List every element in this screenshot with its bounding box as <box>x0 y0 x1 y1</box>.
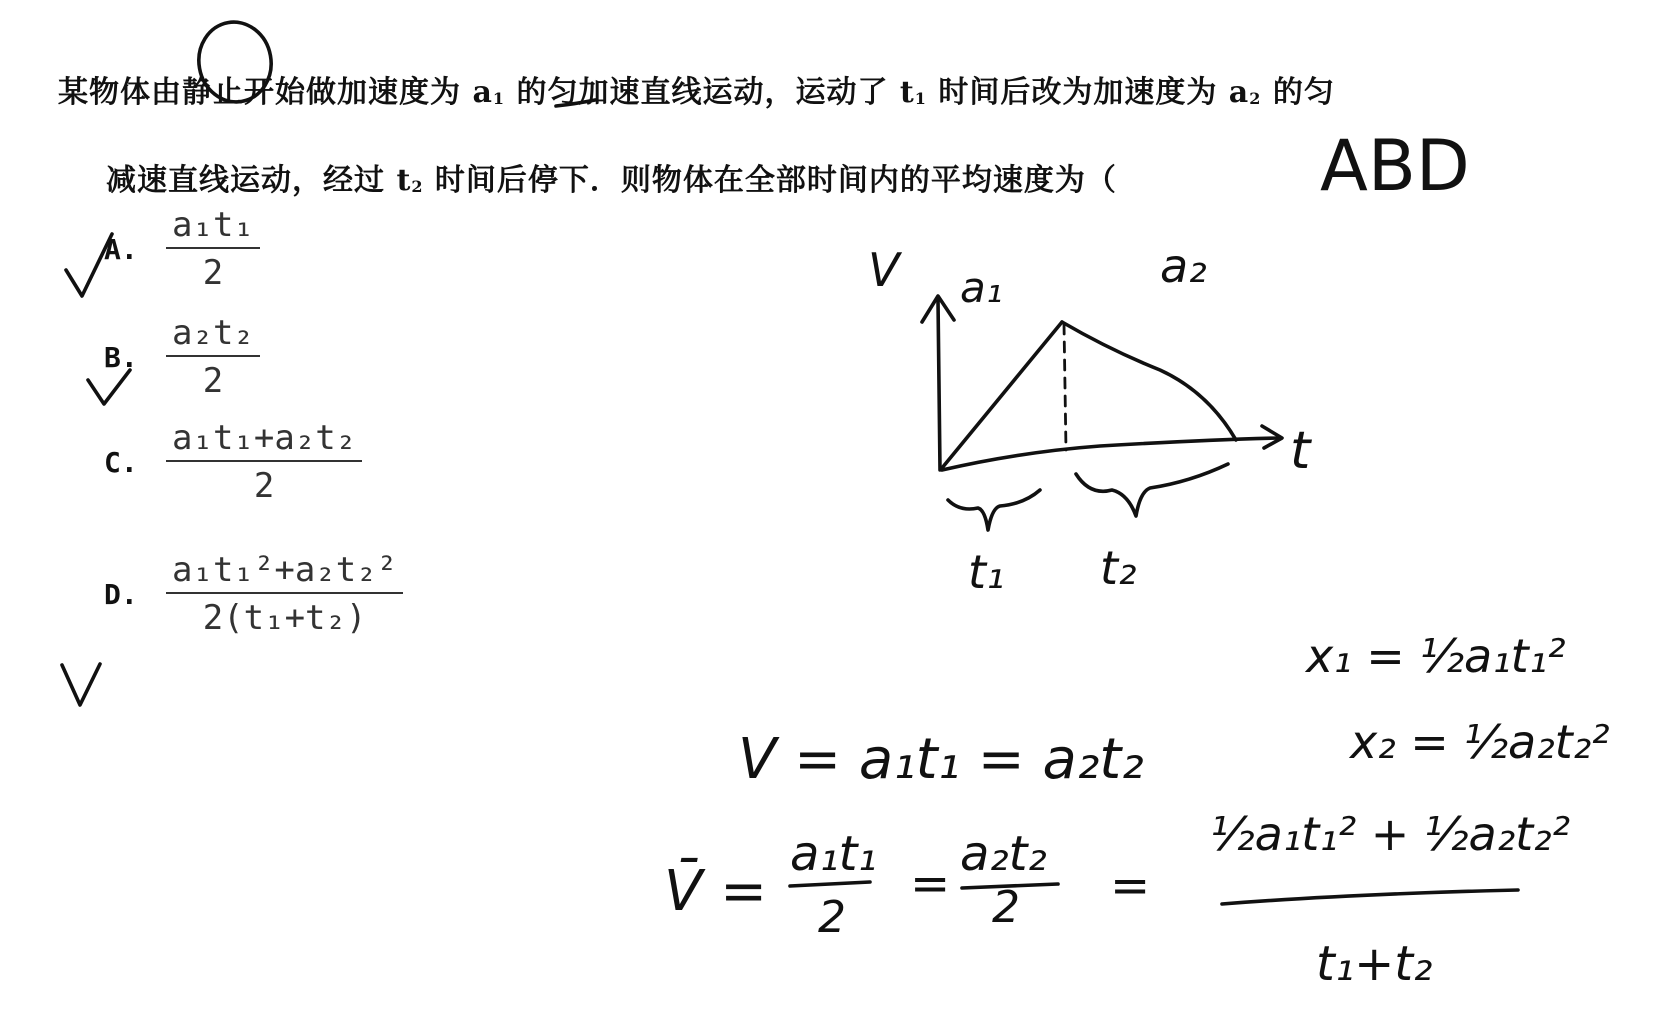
graph-a2-label: a₂ <box>1160 239 1207 293</box>
option-letter: D. <box>104 577 138 611</box>
graph-a1-label: a₁ <box>960 263 1003 312</box>
option-formula: $\frac{\text{a₁t₁}}{2}$ <box>166 205 260 293</box>
equation-frac1-bar <box>790 882 870 886</box>
brace-t1 <box>948 490 1040 530</box>
equation-eq2: = <box>910 856 951 912</box>
brace-t2 <box>1076 464 1228 516</box>
graph-decel-curve <box>1062 322 1236 440</box>
option-letter: B. <box>104 340 138 374</box>
option-letter: C. <box>104 445 138 479</box>
circle-mark <box>193 16 278 107</box>
option-formula: $\frac{\text{a₁t₁²+a₂t₂²}}{\text{2(t₁+t₂)}}$ <box>166 550 403 638</box>
equation-frac2-num: a₂t₂ <box>960 826 1047 882</box>
graph-dashed-line <box>1064 324 1066 450</box>
graph-t1-label: t₁ <box>968 545 1005 599</box>
equation-frac3-den: t₁+t₂ <box>1316 936 1433 992</box>
question-line-1: 某物体由静止开始做加速度为 $a_1$ 的匀加速直线运动，运动了 $t_1$ 时间后改为加速度为 $a_2$ 的匀 <box>58 75 1335 110</box>
option-letter: A. <box>104 232 138 266</box>
equation-eq3: = <box>1110 858 1151 914</box>
underline-mark <box>556 100 595 106</box>
check-mark-b <box>88 370 130 404</box>
graph-accel-line <box>942 322 1062 468</box>
equation-x1: x₁ = ½a₁t₁² <box>1306 629 1566 683</box>
equation-frac2-den: 2 <box>992 882 1020 933</box>
option-formula: $\frac{\text{a₁t₁+a₂t₂}}{2}$ <box>166 418 362 506</box>
equation-x2: x₂ = ½a₂t₂² <box>1350 715 1610 769</box>
equation-frac3-bar <box>1222 890 1518 904</box>
equation-vbar-left: V̄ = <box>664 859 768 924</box>
option-formula: $\frac{\text{a₂t₂}}{2}$ <box>166 313 260 401</box>
equation-v: V = a₁t₁ = a₂t₂ <box>738 727 1144 792</box>
check-mark-d <box>62 664 100 705</box>
graph-v-label: V <box>868 243 900 297</box>
question-line-2: 减速直线运动，经过 $t_2$ 时间后停下．则物体在全部时间内的平均速度为（ <box>106 163 1117 198</box>
graph-v-axis <box>938 300 940 470</box>
answer-handwritten: ABD <box>1320 125 1470 207</box>
check-mark-a <box>66 234 112 296</box>
equation-frac1-den: 2 <box>818 892 846 943</box>
graph-t-label: t <box>1290 421 1311 481</box>
equation-frac3-num: ½a₁t₁² + ½a₂t₂² <box>1210 807 1571 861</box>
graph-t2-label: t₂ <box>1100 541 1137 595</box>
equation-frac1-num: a₁t₁ <box>790 826 877 882</box>
